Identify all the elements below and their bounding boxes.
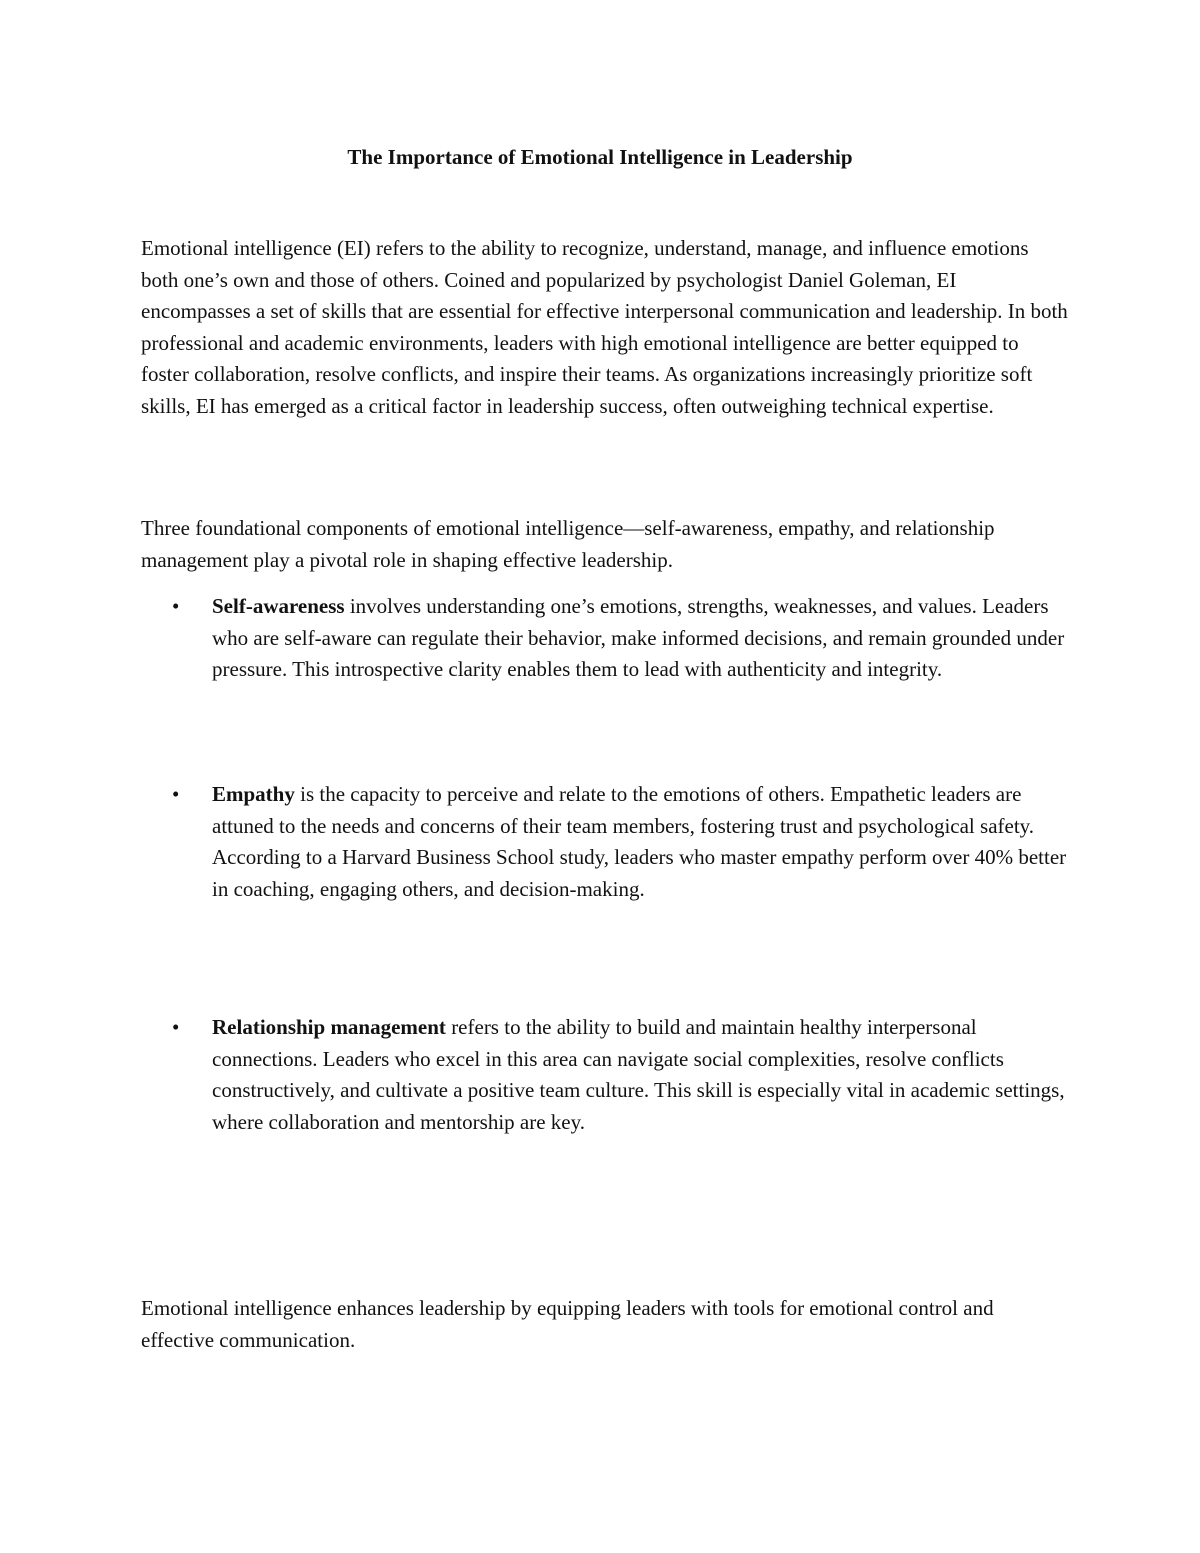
- bullet-text: [212, 1012, 1072, 1138]
- bullet-icon: •: [172, 1015, 180, 1039]
- bullet-description: refers to the ability to build and maintain healthy interpersonal connections. Leaders who excel in this area can navigate social complexities, resolve conflicts constructively, and cultivate a positive team culture. This skill is especially vital in academic settings, where collaboration and mentorship are key.: [212, 1015, 1065, 1134]
- bullet-text: [212, 779, 1072, 905]
- bullet-term: Empathy: [212, 782, 295, 806]
- conclusion-paragraph: Emotional intelligence enhances leadership by equipping leaders with tools for emotional control and effective communication.: [141, 1296, 994, 1352]
- bullet-term: Self-awareness: [212, 594, 345, 618]
- bullet-icon: •: [172, 782, 180, 806]
- bullet-text: [212, 591, 1072, 686]
- bullet-description: involves understanding one’s emotions, strengths, weaknesses, and values. Leaders who are self-aware can regulate their behavior, make informed decisions, and remain grounded under pressure. This introspective clarity enables them to lead with authenticity and integrity.: [212, 594, 1065, 681]
- bullet-icon: •: [172, 594, 180, 618]
- document-title: The Importance of Emotional Intelligence in Leadership: [347, 145, 853, 169]
- bullet-description: is the capacity to perceive and relate to the emotions of others. Empathetic leaders are attuned to the needs and concerns of their team members, fostering trust and psychological safety. According to a Harvard Business School study, leaders who master empathy perform over 40% better in coaching, engaging others, and decision-making.: [212, 782, 1067, 901]
- components-intro-paragraph: Three foundational components of emotional intelligence—self-awareness, empathy, and relationship management play a pivotal role in shaping effective leadership.: [141, 516, 995, 572]
- bullet-term: Relationship management: [212, 1015, 446, 1039]
- intro-paragraph: Emotional intelligence (EI) refers to the ability to recognize, understand, manage, and influence emotions both one’s own and those of others. Coined and popularized by psychologist Daniel Goleman, EI encompasses a set of skills that are essential for effective interpersonal communication and leadership. In both professional and academic environments, leaders with high emotional intelligence are better equipped to foster collaboration, resolve conflicts, and inspire their teams. As organizations increasingly prioritize soft skills, EI has emerged as a critical factor in leadership success, often outweighing technical expertise.: [141, 236, 1068, 418]
